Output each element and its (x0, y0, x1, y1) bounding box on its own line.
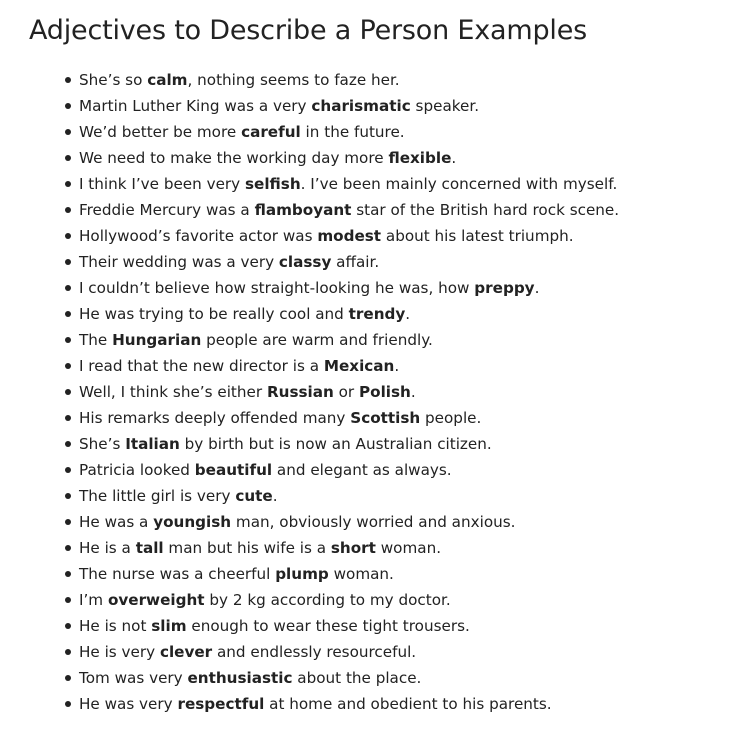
list-item (0, 197, 619, 223)
adjective-highlight: Mexican (323, 357, 395, 375)
adjective-highlight: short (330, 539, 376, 557)
list-item (0, 691, 619, 717)
adjective-highlight: cute (235, 487, 273, 505)
bullet-icon (65, 675, 71, 681)
example-text: I’m (79, 591, 108, 609)
example-text: . (534, 279, 540, 297)
example-text: by 2 kg according to my doctor. (204, 591, 451, 609)
example-text: . (272, 487, 278, 505)
adjective-highlight: flexible (388, 149, 452, 167)
bullet-icon (65, 441, 71, 447)
list-item (0, 223, 619, 249)
bullet-icon (65, 545, 71, 551)
list-item (0, 405, 619, 431)
adjective-highlight: flamboyant (254, 201, 352, 219)
example-text: The (79, 331, 113, 349)
example-text: He was a (79, 513, 154, 531)
list-item (0, 93, 619, 119)
bullet-icon (65, 181, 71, 187)
list-item (0, 613, 619, 639)
list-item (0, 327, 619, 353)
list-item (0, 249, 619, 275)
example-text: I read that the new director is a (79, 357, 324, 375)
example-text: We’d better be more (79, 123, 242, 141)
adjective-highlight: Polish (359, 383, 411, 401)
example-text: and elegant as always. (272, 461, 452, 479)
examples-list (0, 67, 619, 717)
example-text: Patricia looked (79, 461, 195, 479)
example-text: people. (420, 409, 482, 427)
bullet-icon (65, 155, 71, 161)
bullet-icon (65, 415, 71, 421)
example-text: Hollywood’s favorite actor was (79, 227, 318, 245)
list-item (0, 457, 619, 483)
example-text: . (405, 305, 411, 323)
list-item (0, 431, 619, 457)
bullet-icon (65, 233, 71, 239)
bullet-icon (65, 337, 71, 343)
example-text: Freddie Mercury was a (79, 201, 255, 219)
example-text: . (394, 357, 400, 375)
example-text: speaker. (410, 97, 480, 115)
bullet-icon (65, 493, 71, 499)
example-text: . I’ve been mainly concerned with myself. (300, 175, 618, 193)
list-item (0, 301, 619, 327)
bullet-icon (65, 259, 71, 265)
adjective-highlight: calm (147, 71, 188, 89)
list-item (0, 275, 619, 301)
example-text: Tom was very (79, 669, 188, 687)
list-item (0, 535, 619, 561)
example-text: She’s (79, 435, 126, 453)
adjective-highlight: preppy (474, 279, 535, 297)
adjective-highlight: charismatic (311, 97, 411, 115)
adjective-highlight: Russian (266, 383, 334, 401)
adjective-highlight: slim (151, 617, 187, 635)
example-text: I couldn’t believe how straight-looking he was, how (79, 279, 475, 297)
adjective-highlight: clever (159, 643, 213, 661)
example-text: woman. (375, 539, 442, 557)
adjective-highlight: Scottish (350, 409, 421, 427)
bullet-icon (65, 623, 71, 629)
example-text: , nothing seems to faze her. (187, 71, 400, 89)
list-item (0, 639, 619, 665)
list-item (0, 587, 619, 613)
example-text: He is a (79, 539, 136, 557)
adjective-highlight: modest (317, 227, 382, 245)
bullet-icon (65, 467, 71, 473)
adjective-highlight: Hungarian (112, 331, 202, 349)
example-text: Well, I think she’s either (79, 383, 267, 401)
example-text: man, obviously worried and anxious. (231, 513, 516, 531)
example-text: . (451, 149, 457, 167)
bullet-icon (65, 77, 71, 83)
page-title: Adjectives to Describe a Person Examples (29, 15, 587, 46)
bullet-icon (65, 519, 71, 525)
example-text: Their wedding was a very (79, 253, 279, 271)
example-text: . (410, 383, 416, 401)
bullet-icon (65, 701, 71, 707)
list-item (0, 379, 619, 405)
example-text: or (333, 383, 359, 401)
example-text: He is very (79, 643, 160, 661)
list-item (0, 665, 619, 691)
list-item (0, 67, 619, 93)
example-text: His remarks deeply offended many (79, 409, 351, 427)
adjective-highlight: beautiful (194, 461, 273, 479)
example-text: in the future. (300, 123, 405, 141)
adjective-highlight: tall (135, 539, 164, 557)
example-text: She’s so (79, 71, 148, 89)
example-text: affair. (331, 253, 380, 271)
example-text: at home and obedient to his parents. (264, 695, 552, 713)
example-text: people are warm and friendly. (201, 331, 433, 349)
list-item (0, 353, 619, 379)
example-text: He was trying to be really cool and (79, 305, 349, 323)
adjective-highlight: selfish (245, 175, 301, 193)
bullet-icon (65, 597, 71, 603)
adjective-highlight: trendy (348, 305, 406, 323)
list-item (0, 171, 619, 197)
bullet-icon (65, 311, 71, 317)
adjective-highlight: classy (278, 253, 332, 271)
bullet-icon (65, 363, 71, 369)
adjective-highlight: enthusiastic (187, 669, 293, 687)
adjective-highlight: Italian (125, 435, 180, 453)
example-text: The little girl is very (79, 487, 236, 505)
example-text: about his latest triumph. (381, 227, 574, 245)
bullet-icon (65, 103, 71, 109)
example-text: I think I’ve been very (79, 175, 245, 193)
example-text: man but his wife is a (163, 539, 331, 557)
list-item (0, 483, 619, 509)
example-text: enough to wear these tight trousers. (186, 617, 470, 635)
example-text: woman. (328, 565, 394, 583)
adjective-highlight: overweight (107, 591, 205, 609)
adjective-highlight: plump (275, 565, 329, 583)
list-item (0, 509, 619, 535)
example-text: We need to make the working day more (79, 149, 389, 167)
bullet-icon (65, 571, 71, 577)
bullet-icon (65, 389, 71, 395)
bullet-icon (65, 285, 71, 291)
example-text: He is not (79, 617, 152, 635)
list-item (0, 119, 619, 145)
example-text: He was very (79, 695, 178, 713)
example-text: about the place. (292, 669, 422, 687)
example-text: Martin Luther King was a very (79, 97, 312, 115)
example-text: and endlessly resourceful. (212, 643, 417, 661)
example-text: star of the British hard rock scene. (351, 201, 620, 219)
adjective-highlight: careful (241, 123, 301, 141)
bullet-icon (65, 207, 71, 213)
adjective-highlight: youngish (153, 513, 232, 531)
bullet-icon (65, 129, 71, 135)
adjective-highlight: respectful (177, 695, 265, 713)
example-text: by birth but is now an Australian citizen. (179, 435, 492, 453)
example-text: The nurse was a cheerful (79, 565, 276, 583)
list-item (0, 145, 619, 171)
bullet-icon (65, 649, 71, 655)
list-item (0, 561, 619, 587)
